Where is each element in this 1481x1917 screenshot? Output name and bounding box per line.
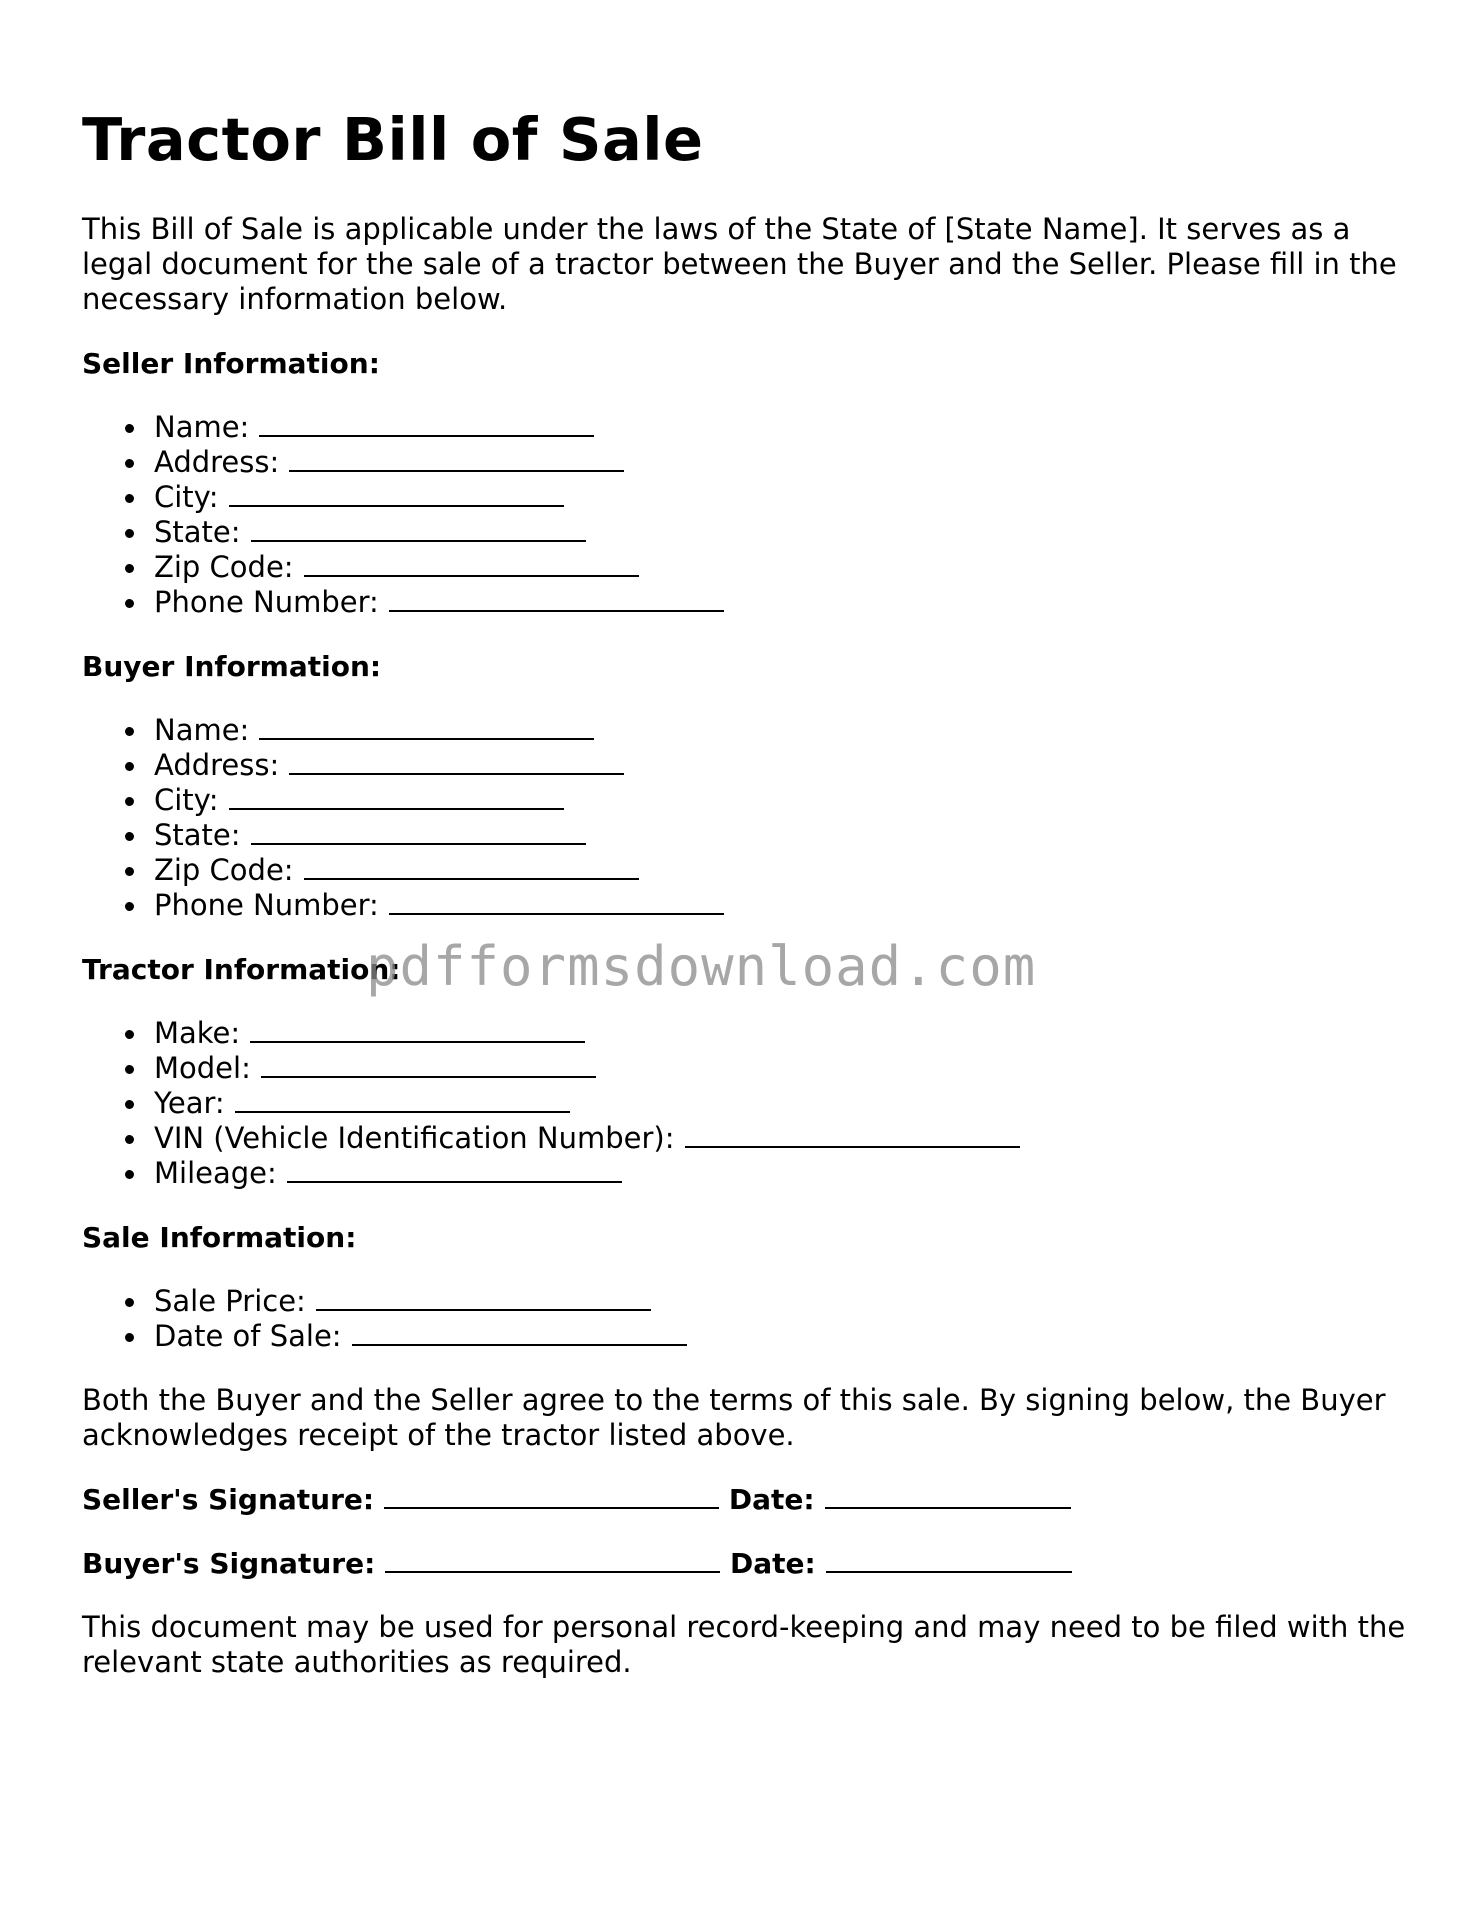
field-label: Model: [154,1051,251,1085]
blank-line [251,819,586,845]
blank-line [316,1285,651,1311]
tractor-vin-field[interactable] [154,1121,1412,1156]
field-label: Phone Number: [154,585,379,619]
tractor-field-list [82,1016,1412,1191]
field-label: City: [154,783,219,817]
tractor-make-field[interactable] [154,1016,1412,1051]
blank-line [389,889,724,915]
field-label: Zip Code: [154,550,294,584]
field-label: Name: [154,713,250,747]
blank-line [289,446,624,472]
seller-state-field[interactable] [154,515,1412,550]
buyer-field-list [82,713,1412,923]
seller-city-field[interactable] [154,480,1412,515]
seller-field-list [82,410,1412,620]
blank-line [685,1122,1020,1148]
seller-date-blank [825,1483,1071,1509]
seller-section-heading: Seller Information: [82,347,380,380]
document-page [82,0,1412,1680]
intro-paragraph: This Bill of Sale is applicable under the laws of the State of [State Name]. It serves as a legal document for the sale of a tractor between the Buyer and the Seller. Please fill in the necessary information below. [82,212,1397,316]
blank-line [261,1052,596,1078]
blank-line [229,784,564,810]
document-title: Tractor Bill of Sale [82,105,704,174]
field-label: Address: [154,748,280,782]
seller-signature-label: Seller's Signature: [82,1483,375,1516]
buyer-phone-field[interactable] [154,888,1412,923]
buyer-date-blank [826,1547,1072,1573]
blank-line [352,1320,687,1346]
blank-line [389,586,724,612]
sale-date-field[interactable] [154,1319,1412,1354]
blank-line [289,749,624,775]
blank-line [259,411,594,437]
blank-line [304,551,639,577]
buyer-zip-field[interactable] [154,853,1412,888]
seller-address-field[interactable] [154,445,1412,480]
tractor-year-field[interactable] [154,1086,1412,1121]
blank-line [250,1017,585,1043]
seller-signature-blank [384,1483,719,1509]
blank-line [229,481,564,507]
field-label: Year: [154,1086,225,1120]
field-label: VIN (Vehicle Identification Number): [154,1121,675,1155]
field-label: Zip Code: [154,853,294,887]
field-label: Sale Price: [154,1284,306,1318]
seller-signature-line[interactable] [82,1482,1412,1517]
tractor-model-field[interactable] [154,1051,1412,1086]
field-label: State: [154,515,241,549]
blank-line [251,516,586,542]
buyer-signature-blank [385,1547,720,1573]
field-label: Phone Number: [154,888,379,922]
seller-name-field[interactable] [154,410,1412,445]
watermark-text: pdfformsdownload.com [366,935,1037,998]
tractor-section-heading: Tractor Information: [82,953,401,986]
tractor-mileage-field[interactable] [154,1156,1412,1191]
buyer-section-heading: Buyer Information: [82,650,382,683]
field-label: City: [154,480,219,514]
field-label: State: [154,818,241,852]
sale-field-list [82,1284,1412,1354]
buyer-address-field[interactable] [154,748,1412,783]
buyer-name-field[interactable] [154,713,1412,748]
blank-line [287,1157,622,1183]
field-label: Mileage: [154,1156,277,1190]
buyer-state-field[interactable] [154,818,1412,853]
sale-price-field[interactable] [154,1284,1412,1319]
seller-date-label: Date: [728,1483,815,1516]
blank-line [304,854,639,880]
buyer-signature-label: Buyer's Signature: [82,1547,376,1580]
field-label: Make: [154,1016,241,1050]
blank-line [259,714,594,740]
buyer-signature-line[interactable] [82,1546,1412,1581]
seller-phone-field[interactable] [154,585,1412,620]
field-label: Name: [154,410,250,444]
field-label: Date of Sale: [154,1319,342,1353]
buyer-city-field[interactable] [154,783,1412,818]
footer-paragraph: This document may be used for personal record-keeping and may need to be filed with the relevant state authorities as required. [82,1610,1406,1679]
field-label: Address: [154,445,280,479]
blank-line [235,1087,570,1113]
agreement-paragraph: Both the Buyer and the Seller agree to the terms of this sale. By signing below, the Buyer acknowledges receipt of the tractor listed above. [82,1383,1386,1452]
sale-section-heading: Sale Information: [82,1221,357,1254]
buyer-date-label: Date: [730,1547,816,1580]
seller-zip-field[interactable] [154,550,1412,585]
